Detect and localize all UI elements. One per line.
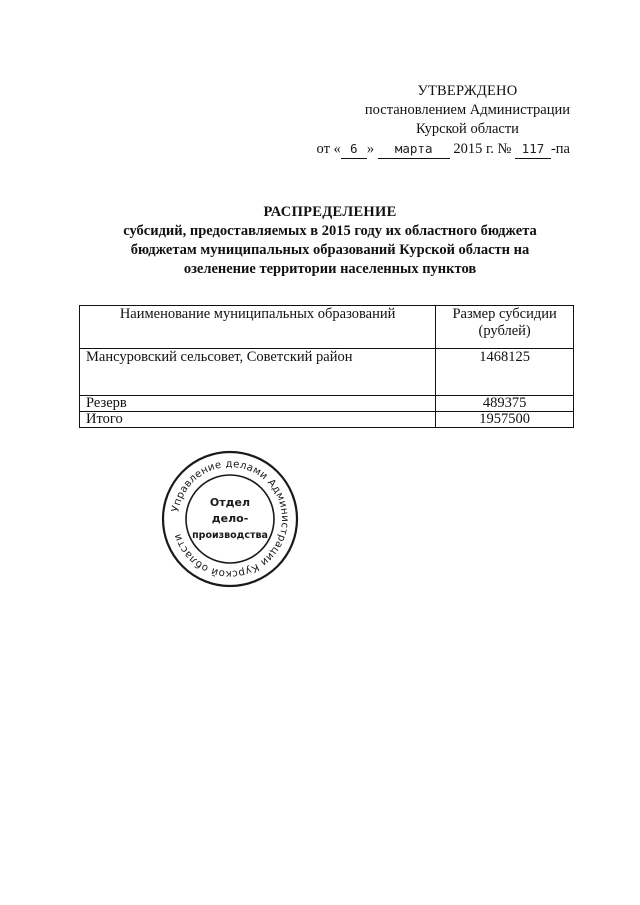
row-reserve-label: Резерв xyxy=(80,396,436,412)
table-row xyxy=(80,412,574,428)
stamp-ring-text: Управление делами Администрации Курской области xyxy=(170,458,291,580)
title-line-2: бюджетам муниципальных образований Курской областн на xyxy=(130,242,530,258)
date-day: 6 xyxy=(341,139,367,159)
document-number: 117 xyxy=(515,139,551,159)
stamp-center-line-3: производства xyxy=(192,530,268,541)
date-month: марта xyxy=(378,139,450,159)
title-line-3: озеленение территории населенных пунктов xyxy=(183,261,477,277)
row-reserve-amount: 489375 xyxy=(436,396,574,412)
approval-date-line xyxy=(317,139,570,159)
approval-block xyxy=(316,82,570,157)
table-row xyxy=(80,349,574,396)
subsidy-table xyxy=(79,305,574,428)
table-header-row xyxy=(80,306,574,349)
title-line-1: субсидий, предоставляемых в 2015 году их областного бюджета xyxy=(123,223,537,239)
date-suffix: -па xyxy=(550,141,570,157)
row-total-label: Итого xyxy=(80,412,436,428)
office-stamp xyxy=(160,449,300,589)
approved-heading: УТВЕРЖДЕНО xyxy=(417,83,518,99)
stamp-center-line-1: Отдел xyxy=(209,496,251,509)
document-title xyxy=(100,203,560,279)
date-mid: » xyxy=(366,141,375,157)
row-amount: 1468125 xyxy=(436,349,574,396)
row-municipality: Мансуровский сельсовет, Советский район xyxy=(80,349,436,396)
approval-line-2: Курской области xyxy=(415,121,519,137)
stamp-center-line-2: дело- xyxy=(211,512,249,525)
header-amount: Размер субсидии (рублей) xyxy=(436,306,574,349)
date-year: 2015 г. № xyxy=(453,141,512,157)
approval-line-1: постановлением Администрации xyxy=(364,102,570,118)
title-heading: РАСПРЕДЕЛЕНИЕ xyxy=(263,204,397,220)
header-municipality: Наименование муниципальных образований xyxy=(80,306,436,349)
date-prefix: от « xyxy=(316,141,341,157)
row-total-amount: 1957500 xyxy=(436,412,574,428)
table-row xyxy=(80,396,574,412)
